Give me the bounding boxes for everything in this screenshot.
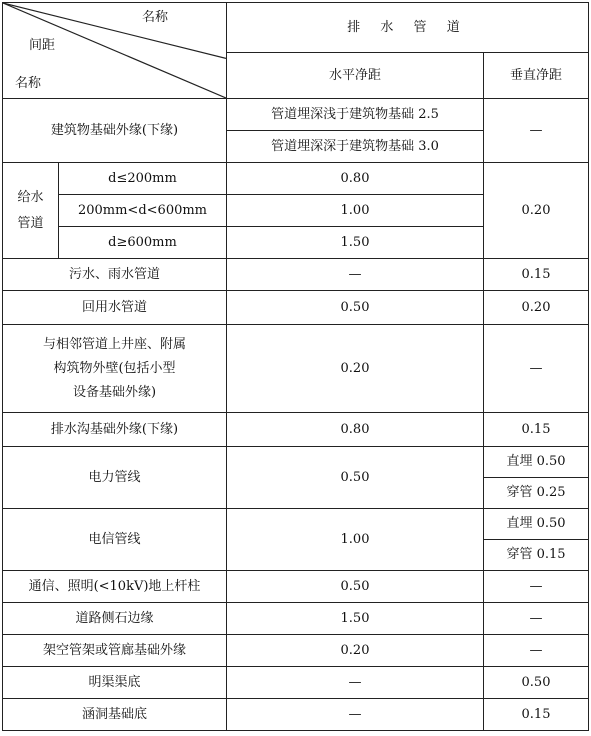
row-label-water-d3: d≥600mm (59, 227, 227, 259)
cell-water-d1-h: 0.80 (227, 163, 484, 195)
row-label-water-d1: d≤200mm (59, 163, 227, 195)
cell-sewage-v: 0.15 (484, 259, 589, 291)
adjacent-label-line3: 设备基础外缘) (72, 384, 157, 400)
cell-power-v1: 直埋 0.50 (484, 447, 589, 478)
horizontal-clearance-header: 水平净距 (227, 53, 484, 99)
cell-building-h2: 管道埋深深于建筑物基础 3.0 (227, 131, 484, 163)
cell-poles-h: 0.50 (227, 571, 484, 603)
cell-telecom-h: 1.00 (227, 509, 484, 571)
adjacent-label-line2: 构筑物外壁(包括小型 (53, 360, 176, 376)
cell-adjacent-h: 0.20 (227, 325, 484, 413)
vertical-clearance-header: 垂直净距 (484, 53, 589, 99)
cell-telecom-v1: 直埋 0.50 (484, 509, 589, 540)
row-label-sewage: 污水、雨水管道 (3, 259, 227, 291)
row-label-curb: 道路侧石边缘 (3, 603, 227, 635)
cell-overhead-v: — (484, 635, 589, 667)
row-label-overhead: 架空管架或管廊基础外缘 (3, 635, 227, 667)
cell-power-h: 0.50 (227, 447, 484, 509)
cell-open-channel-v: 0.50 (484, 667, 589, 699)
row-label-water-d2: 200mm<d<600mm (59, 195, 227, 227)
cell-culvert-h: — (227, 699, 484, 731)
diag-header-spacing: 间距 (29, 38, 56, 53)
row-group-water-supply (3, 163, 59, 259)
water-supply-label-line1: 给水 (17, 189, 44, 205)
cell-open-channel-h: — (227, 667, 484, 699)
row-label-open-channel: 明渠渠底 (3, 667, 227, 699)
cell-sewage-h: — (227, 259, 484, 291)
diagonal-header-cell (3, 3, 227, 99)
cell-ditch-v: 0.15 (484, 413, 589, 447)
cell-water-d3-h: 1.50 (227, 227, 484, 259)
cell-reclaimed-v: 0.20 (484, 291, 589, 325)
row-label-ditch: 排水沟基础外缘(下缘) (3, 413, 227, 447)
cell-poles-v: — (484, 571, 589, 603)
cell-building-h1: 管道埋深浅于建筑物基础 2.5 (227, 99, 484, 131)
cell-ditch-h: 0.80 (227, 413, 484, 447)
cell-culvert-v: 0.15 (484, 699, 589, 731)
clearance-table (2, 2, 589, 731)
row-label-culvert: 涵洞基础底 (3, 699, 227, 731)
row-label-power: 电力管线 (3, 447, 227, 509)
cell-building-v: — (484, 99, 589, 163)
row-label-poles: 通信、照明(<10kV)地上杆柱 (3, 571, 227, 603)
cell-reclaimed-h: 0.50 (227, 291, 484, 325)
cell-overhead-h: 0.20 (227, 635, 484, 667)
drainage-pipe-header-label: 排 水 管 道 (347, 19, 468, 35)
adjacent-label-line1: 与相邻管道上井座、附属 (42, 336, 186, 352)
row-label-reclaimed: 回用水管道 (3, 291, 227, 325)
water-supply-label-line2: 管道 (17, 215, 44, 231)
row-label-adjacent (3, 325, 227, 413)
row-label-building: 建筑物基础外缘(下缘) (3, 99, 227, 163)
drainage-pipe-header (227, 3, 589, 53)
cell-curb-v: — (484, 603, 589, 635)
diag-header-name-bottom: 名称 (15, 76, 42, 91)
cell-curb-h: 1.50 (227, 603, 484, 635)
cell-power-v2: 穿管 0.25 (484, 478, 589, 509)
cell-telecom-v2: 穿管 0.15 (484, 540, 589, 571)
cell-water-d2-h: 1.00 (227, 195, 484, 227)
cell-water-v: 0.20 (484, 163, 589, 259)
diag-header-name-top: 名称 (141, 10, 168, 25)
cell-adjacent-v: — (484, 325, 589, 413)
row-label-telecom: 电信管线 (3, 509, 227, 571)
